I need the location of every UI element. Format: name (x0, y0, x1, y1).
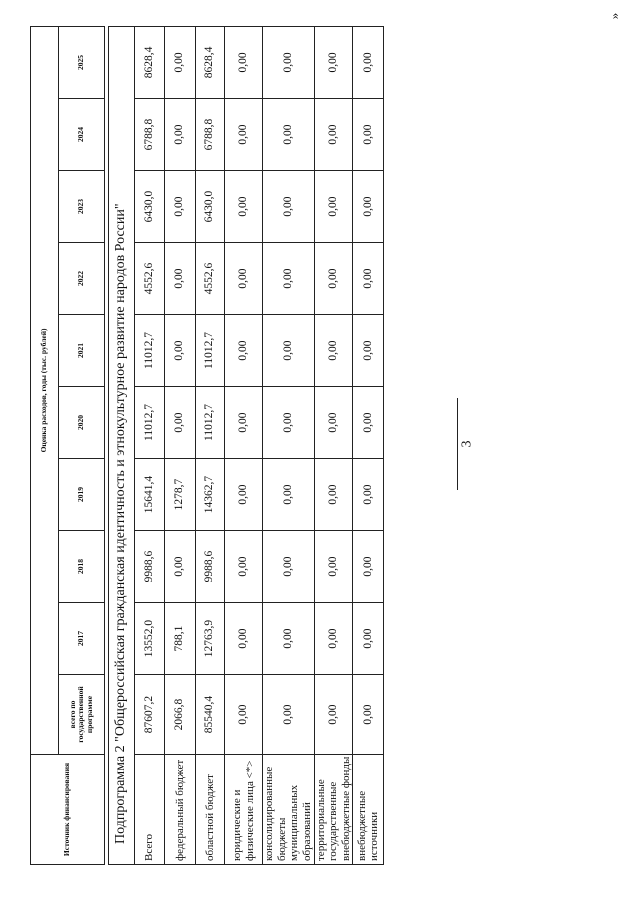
row-total: 2066,8 (165, 675, 196, 755)
table-row (263, 26, 315, 864)
year-value: 0,00 (225, 459, 263, 531)
year-value: 0,00 (263, 171, 315, 243)
year-value: 0,00 (263, 315, 315, 387)
header-table (30, 26, 105, 865)
row-total: 0,00 (225, 675, 263, 755)
year-value: 0,00 (263, 26, 315, 98)
year-value: 11012,7 (135, 315, 165, 387)
year-value: 788,1 (165, 603, 196, 675)
year-header: 2021 (59, 315, 105, 387)
year-value: 0,00 (314, 99, 353, 171)
row-label: территориальные государственные внебюджетные фонды (314, 755, 353, 865)
corner-mark: » (606, 12, 622, 20)
expenses-header: Оценка расходов, годы (тыс. рублей) (31, 26, 59, 754)
year-header: 2024 (59, 99, 105, 171)
year-value: 0,00 (353, 387, 384, 459)
year-value: 0,00 (314, 243, 353, 315)
source-header: Источник финансирования (31, 755, 105, 865)
row-label: областной бюджет (196, 755, 225, 865)
year-value: 0,00 (263, 243, 315, 315)
year-value: 13552,0 (135, 603, 165, 675)
year-value: 0,00 (165, 99, 196, 171)
year-value: 0,00 (225, 603, 263, 675)
financing-table (108, 26, 384, 865)
year-value: 8628,4 (135, 26, 165, 98)
row-label: федеральный бюджет (165, 755, 196, 865)
table-row (135, 26, 165, 864)
year-value: 0,00 (353, 99, 384, 171)
row-label: консолидированные бюджеты муниципальных образований (263, 755, 315, 865)
year-value: 0,00 (263, 99, 315, 171)
year-value: 0,00 (314, 459, 353, 531)
subprogram-title: Подпрограмма 2 "Общероссийская гражданская идентичность и этнокультурное развитие народов России" (109, 26, 135, 864)
year-value: 1278,7 (165, 459, 196, 531)
year-value: 0,00 (314, 26, 353, 98)
year-value: 0,00 (314, 387, 353, 459)
row-total: 85540,4 (196, 675, 225, 755)
year-value: 0,00 (353, 315, 384, 387)
row-label: Всего (135, 755, 165, 865)
separator-line (457, 398, 458, 490)
page-number: 3 (459, 440, 475, 448)
year-value: 0,00 (225, 99, 263, 171)
year-value: 0,00 (263, 387, 315, 459)
year-value: 0,00 (263, 531, 315, 603)
year-value: 0,00 (165, 315, 196, 387)
year-value: 0,00 (353, 171, 384, 243)
year-header: 2025 (59, 26, 105, 98)
year-value: 11012,7 (196, 315, 225, 387)
year-value: 0,00 (225, 387, 263, 459)
year-value: 0,00 (314, 531, 353, 603)
row-label: юридические и физические лица <*> (225, 755, 263, 865)
year-value: 6788,8 (135, 99, 165, 171)
year-value: 0,00 (225, 243, 263, 315)
year-header: 2023 (59, 171, 105, 243)
row-total: 87607,2 (135, 675, 165, 755)
year-value: 6430,0 (135, 171, 165, 243)
year-value: 14362,7 (196, 459, 225, 531)
table-row (165, 26, 196, 864)
table-row (353, 26, 384, 864)
total-header: всего по государственной программе (59, 675, 105, 755)
year-value: 0,00 (165, 387, 196, 459)
year-value: 0,00 (353, 26, 384, 98)
year-value: 0,00 (165, 531, 196, 603)
year-value: 15641,4 (135, 459, 165, 531)
row-label: внебюджетные источники (353, 755, 384, 865)
year-value: 0,00 (353, 459, 384, 531)
year-header: 2022 (59, 243, 105, 315)
year-header: 2017 (59, 603, 105, 675)
row-total: 0,00 (263, 675, 315, 755)
year-value: 0,00 (165, 243, 196, 315)
year-value: 0,00 (263, 459, 315, 531)
year-value: 0,00 (314, 603, 353, 675)
year-value: 0,00 (225, 26, 263, 98)
year-value: 0,00 (225, 315, 263, 387)
year-header: 2018 (59, 531, 105, 603)
year-header: 2019 (59, 459, 105, 531)
rotated-table-block (30, 27, 410, 865)
year-value: 12763,9 (196, 603, 225, 675)
year-value: 6430,0 (196, 171, 225, 243)
year-value: 4552,6 (135, 243, 165, 315)
year-value: 8628,4 (196, 26, 225, 98)
year-value: 0,00 (165, 26, 196, 98)
year-value: 0,00 (353, 531, 384, 603)
year-value: 11012,7 (135, 387, 165, 459)
year-value: 9988,6 (135, 531, 165, 603)
row-total: 0,00 (314, 675, 353, 755)
year-value: 0,00 (353, 603, 384, 675)
year-value: 0,00 (263, 603, 315, 675)
table-row (225, 26, 263, 864)
year-header: 2020 (59, 387, 105, 459)
year-value: 0,00 (314, 171, 353, 243)
year-value: 0,00 (225, 171, 263, 243)
year-value: 6788,8 (196, 99, 225, 171)
row-total: 0,00 (353, 675, 384, 755)
year-value: 0,00 (353, 243, 384, 315)
table-row (196, 26, 225, 864)
year-value: 0,00 (314, 315, 353, 387)
year-value: 0,00 (225, 531, 263, 603)
year-value: 11012,7 (196, 387, 225, 459)
year-value: 9988,6 (196, 531, 225, 603)
table-row (314, 26, 353, 864)
year-value: 0,00 (165, 171, 196, 243)
year-value: 4552,6 (196, 243, 225, 315)
